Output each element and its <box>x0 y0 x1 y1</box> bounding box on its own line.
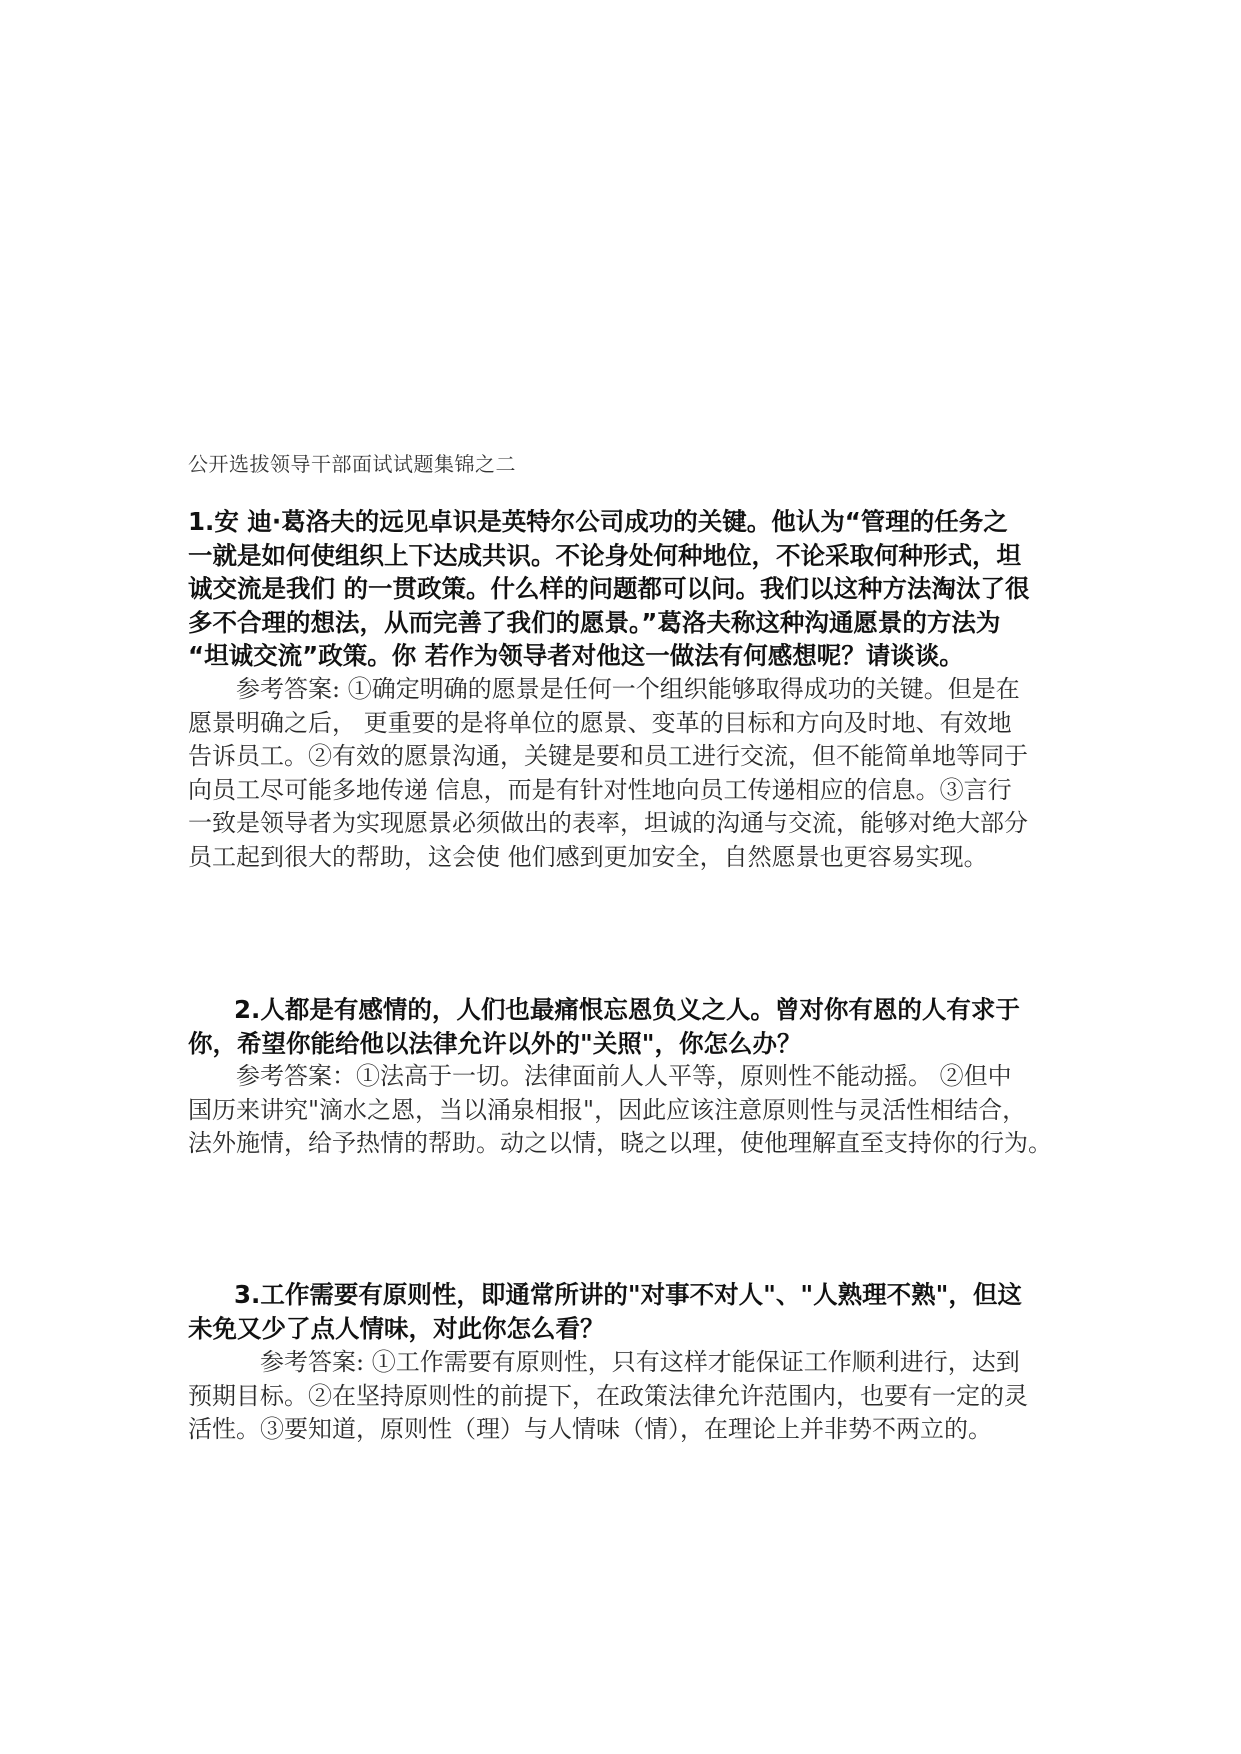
answer-3: 参考答案: ①工作需要有原则性，只有这样才能保证工作顺利进行，达到 预期目标。②在坚持原则性的前提下，在政策法律允许范围内，也要有一定的灵 活性。③要知道，原则性（理）与人情味（情），在理论上并非势不两立的。 <box>188 1348 1028 1443</box>
question-1: 1.安 迪·葛洛夫的远见卓识是英特尔公司成功的关键。他认为“管理的任务之 一就是如何使组织上下达成共识。不论身处何种地位，不论采取何种形式，坦 诚交流是我们 的一贯政策。什么样的问题都可以问。我们以这种方法淘汰了很 多不合理的想法，从而完善了我们的愿景。”葛洛夫称这种沟通愿景的方法为 “坦诚交流”政策。你 若作为领导者对他这一做法有何感想呢？请谈谈。 <box>188 507 1030 670</box>
question-3: 3.工作需要有原则性，即通常所讲的"对事不对人"、"人熟理不熟"，但这 未免又少了点人情味，对此你怎么看？ <box>188 1280 1022 1343</box>
document-title: 公开选拔领导干部面试试题集锦之二 <box>188 452 516 476</box>
question-2: 2.人都是有感情的，人们也最痛恨忘恩负义之人。曾对你有恩的人有求于 你，希望你能给他以法律允许以外的"关照"，你怎么办？ <box>188 995 1020 1058</box>
answer-1: 参考答案: ①确定明确的愿景是任何一个组织能够取得成功的关键。但是在 愿景明确之后， 更重要的是将单位的愿景、变革的目标和方向及时地、有效地 告诉员工。②有效的愿景沟通，关键是要和员工进行交流，但不能简单地等同于 向员工尽可能多地传递 信息，而是有针对性地向员工传递相应的信息。③言行 一致是领导者为实现愿景必须做出的表率，坦诚的沟通与交流，能够对绝大部分 员工起到很大的帮助，这会使 他们感到更加安全，自然愿景也更容易实现。 <box>188 675 1028 871</box>
answer-2: 参考答案：①法高于一切。法律面前人人平等，原则性不能动摇。 ②但中 国历来讲究"滴水之恩，当以涌泉相报"，因此应该注意原则性与灵活性相结合， 法外施情，给予热情的帮助。动之以情，晓之以理，使他理解直至支持你的行为。 <box>188 1062 1052 1157</box>
